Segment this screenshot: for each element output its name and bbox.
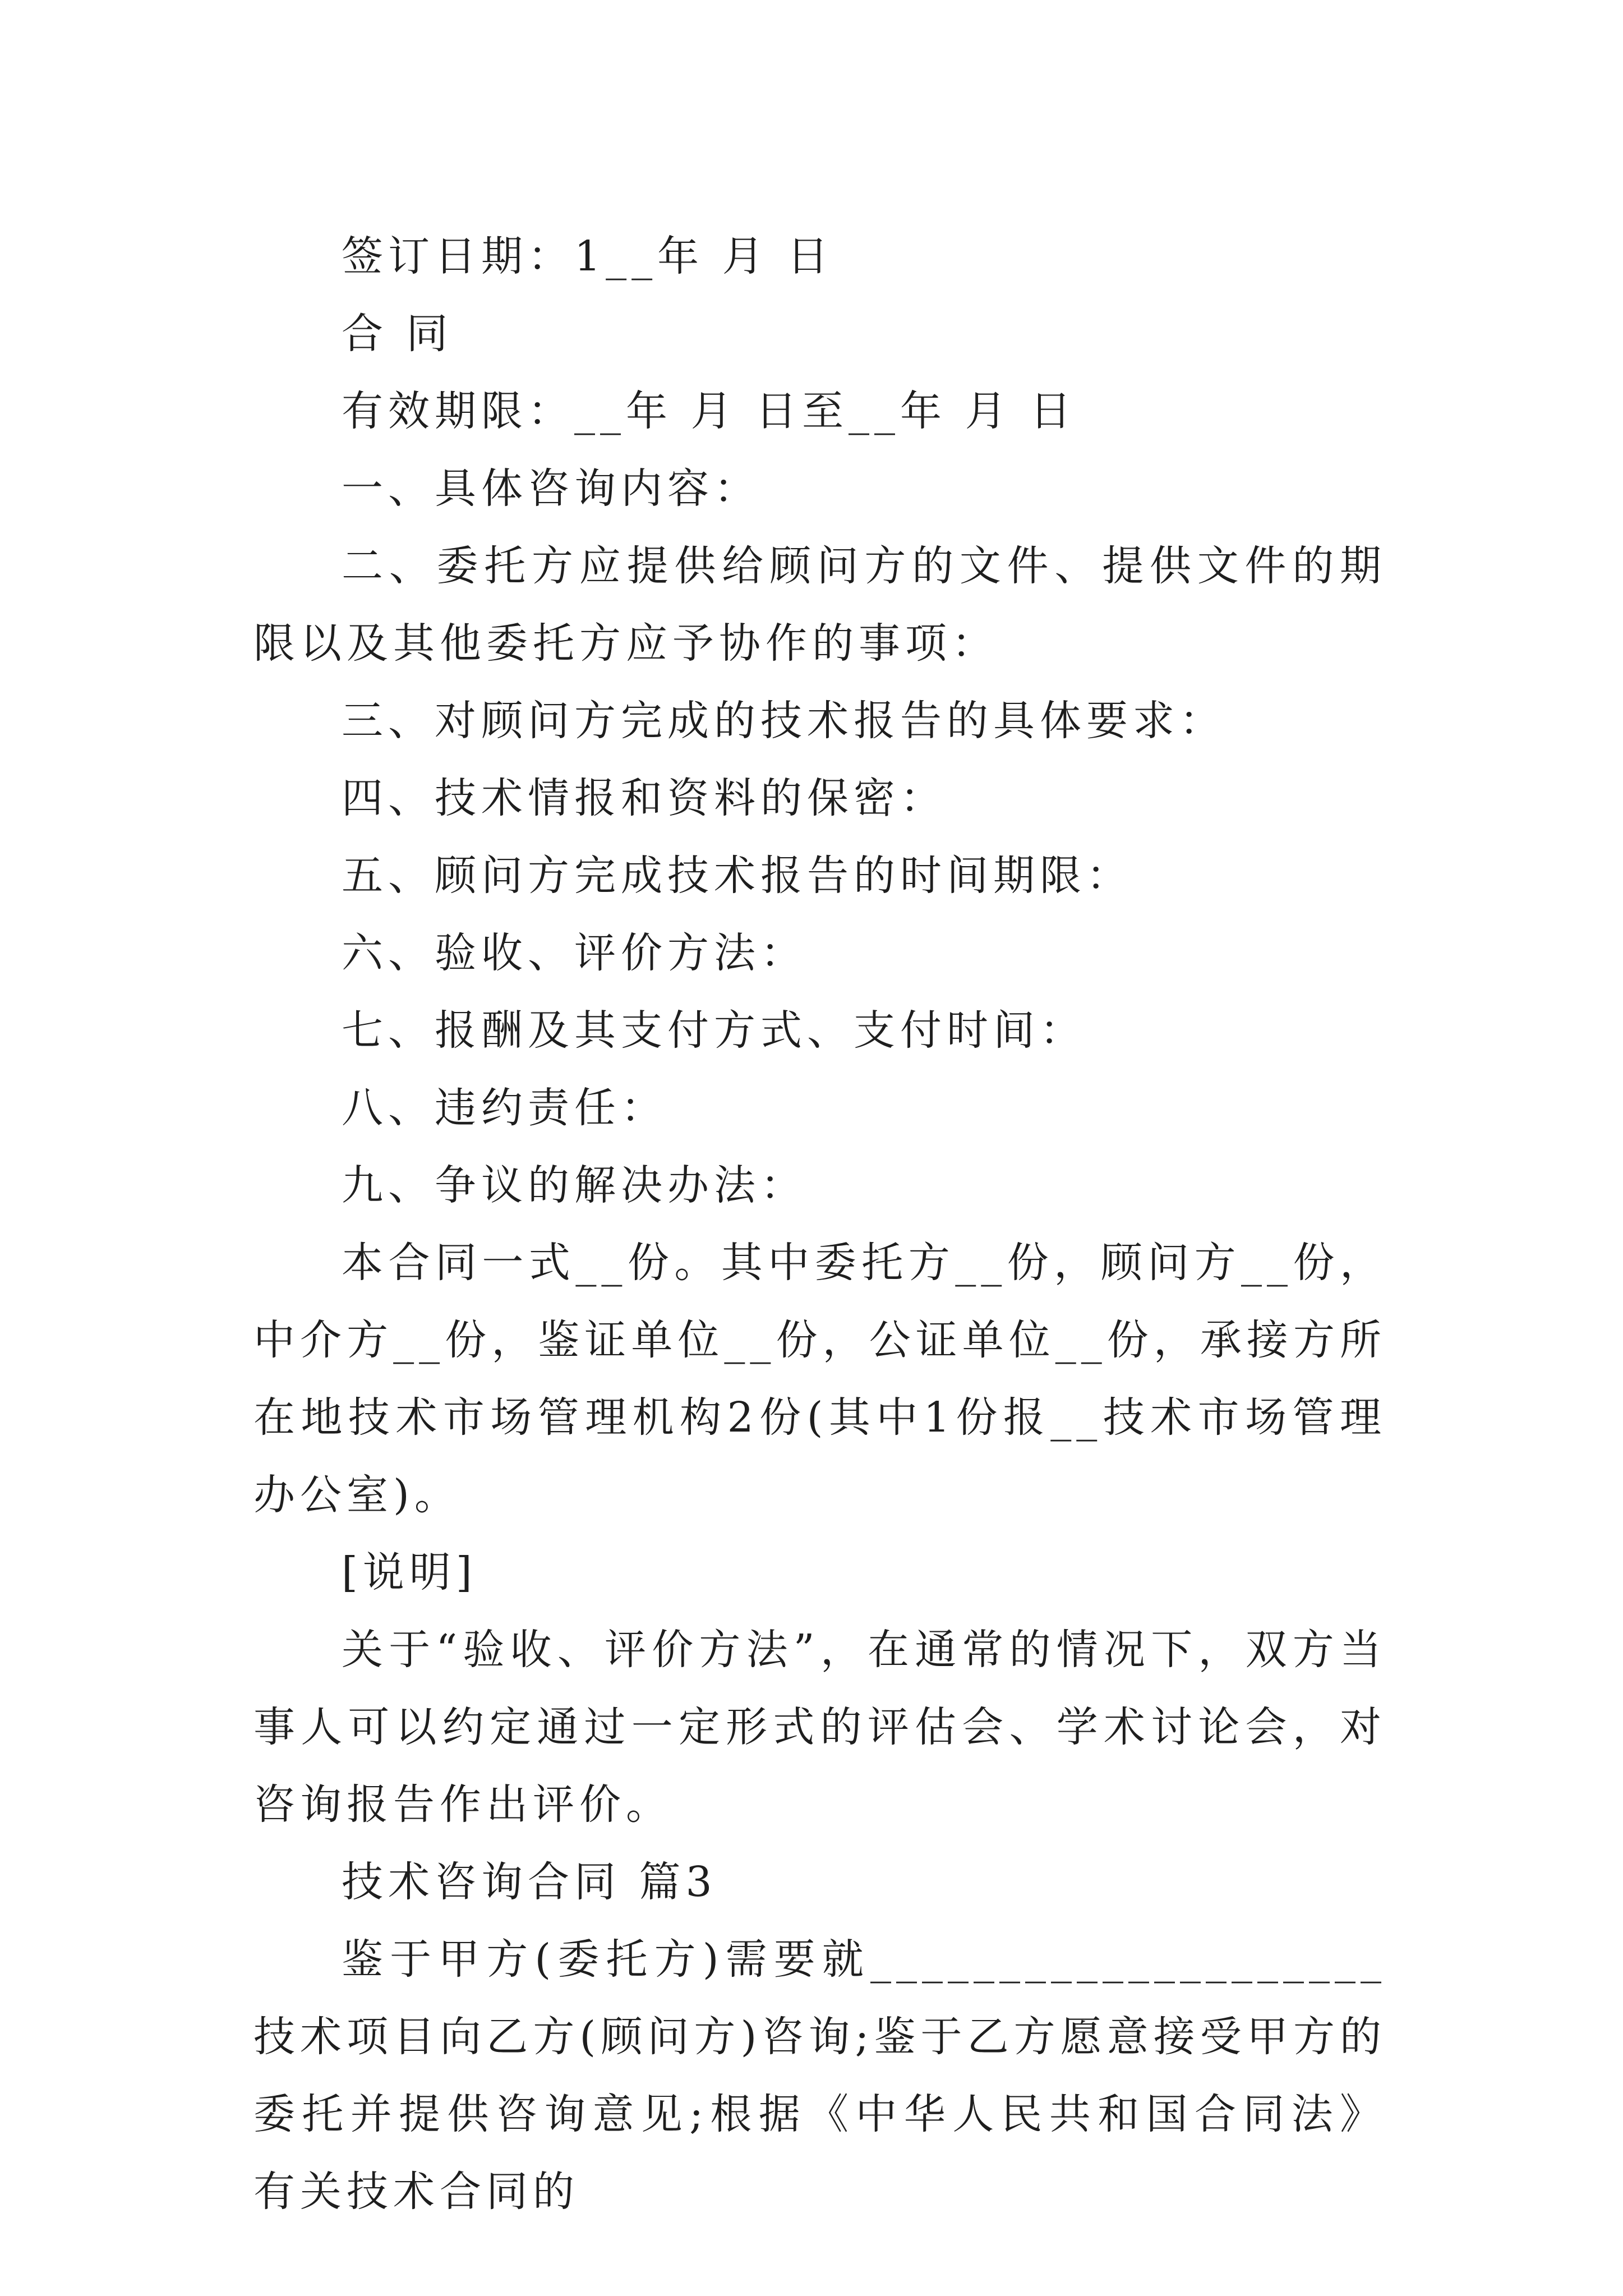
note-heading: [说明] bbox=[342, 1548, 477, 1596]
validity-period-line: 有效期限：__年 月 日至__年 月 日 bbox=[342, 387, 1077, 435]
contract-heading: 合 同 bbox=[342, 310, 453, 358]
signing-date-line: 签订日期：1__年 月 日 bbox=[342, 232, 834, 280]
clause-3: 三、对顾问方完成的技术报告的具体要求： bbox=[342, 697, 1226, 745]
clause-6: 六、验收、评价方法： bbox=[342, 929, 807, 977]
preamble-paragraph: 鉴于甲方(委托方)需要就____________________技术项目向乙方(顾问方)咨询;鉴于乙方愿意接受甲方的委托并提供咨询意见;根据《中华人民共和国合同法》有关技术合同的 bbox=[253, 1935, 1386, 2216]
note-paragraph: 关于“验收、评价方法”，在通常的情况下，双方当事人可以约定通过一定形式的评估会、学术讨论会，对咨询报告作出评价。 bbox=[253, 1626, 1386, 1829]
document-body bbox=[253, 218, 1386, 2230]
clause-8: 八、违约责任： bbox=[342, 1084, 667, 1132]
clause-9: 九、争议的解决办法： bbox=[342, 1161, 807, 1209]
clause-7: 七、报酬及其支付方式、支付时间： bbox=[342, 1006, 1086, 1055]
clause-4: 四、技术情报和资料的保密： bbox=[342, 774, 947, 822]
clause-2: 二、委托方应提供给顾问方的文件、提供文件的期限以及其他委托方应予协作的事项： bbox=[253, 542, 1386, 668]
section-title: 技术咨询合同 篇3 bbox=[342, 1858, 717, 1906]
clause-5: 五、顾问方完成技术报告的时间期限： bbox=[342, 852, 1133, 900]
copies-paragraph: 本合同一式__份。其中委托方__份，顾问方__份，中介方__份，鉴证单位__份，公证单位__份，承接方所在地技术市场管理机构2份(其中1份报__技术市场管理办公室)。 bbox=[253, 1239, 1386, 1519]
clause-1: 一、具体咨询内容： bbox=[342, 464, 760, 513]
